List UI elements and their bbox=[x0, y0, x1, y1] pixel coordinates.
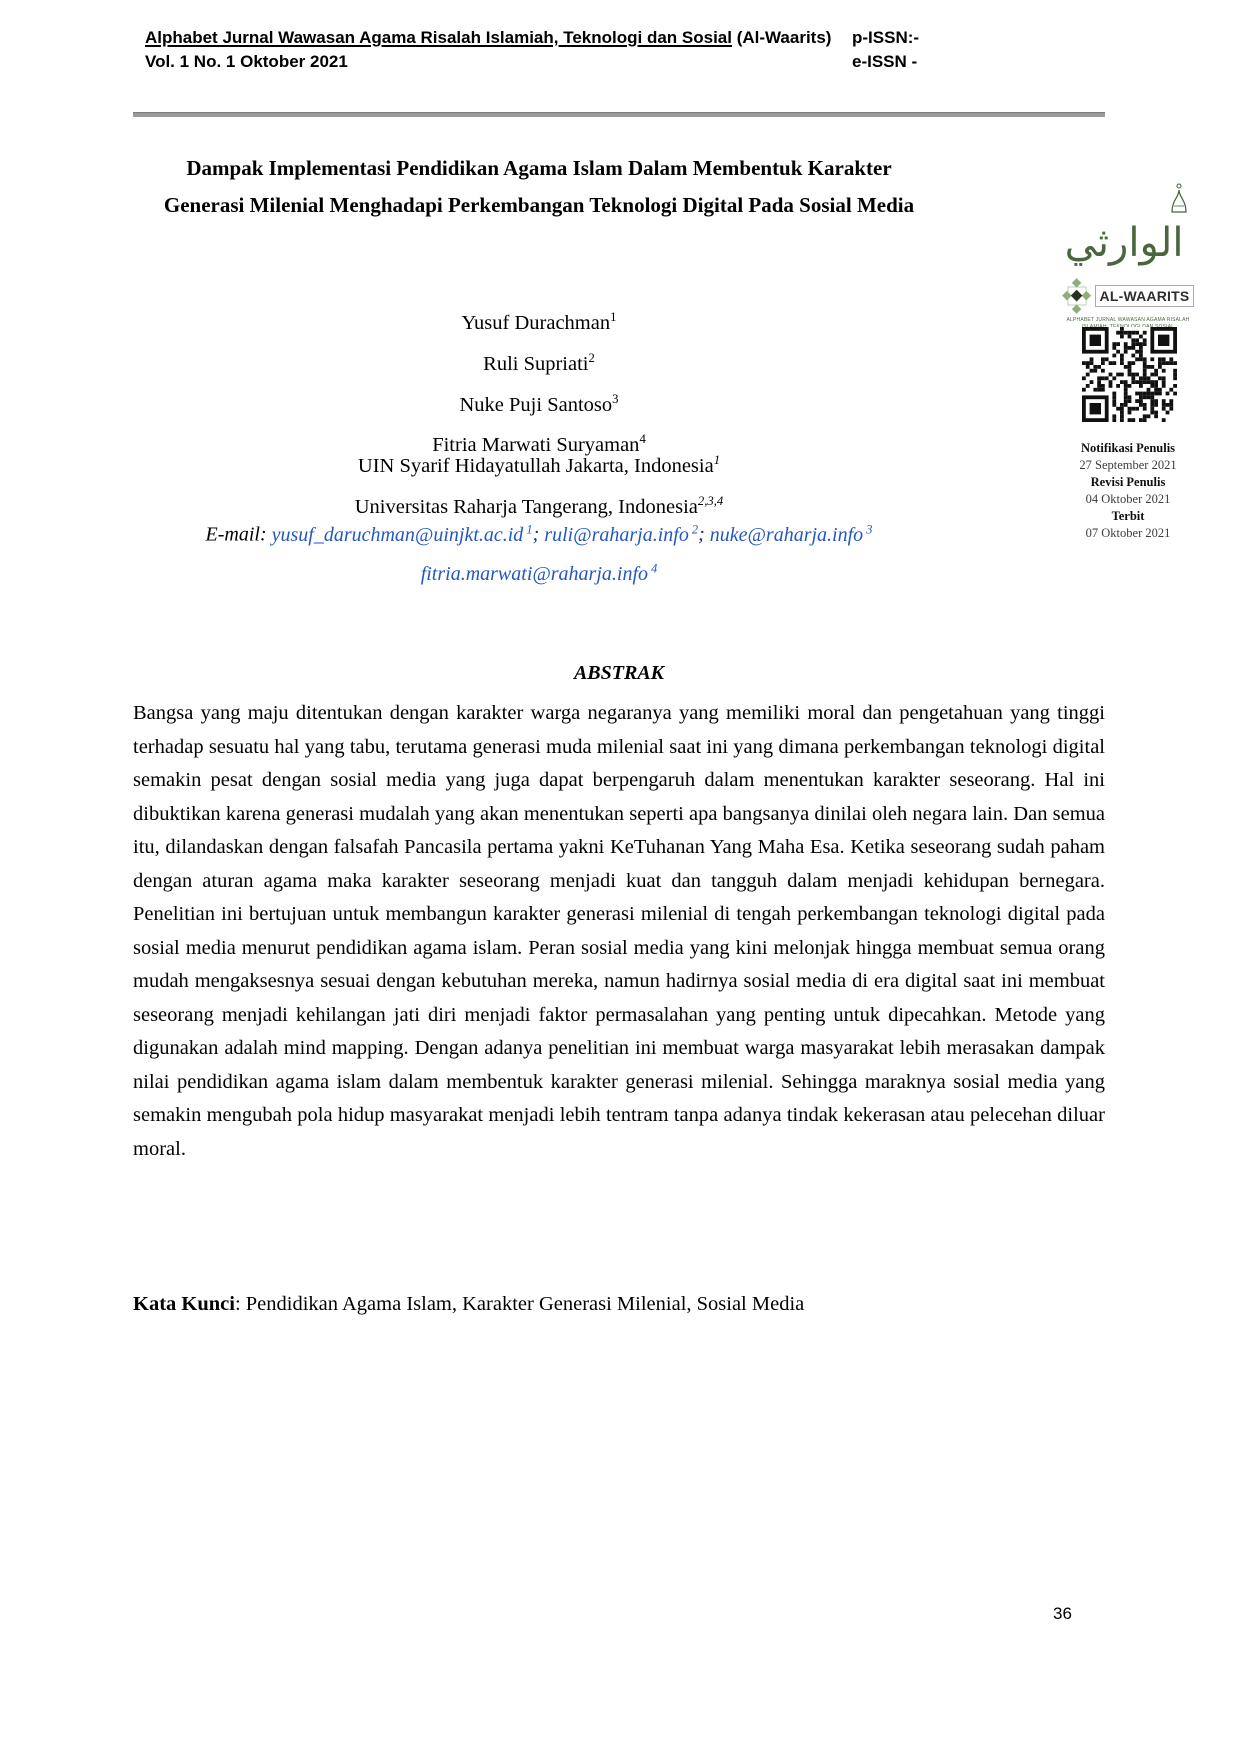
keywords-label: Kata Kunci bbox=[133, 1293, 235, 1315]
article-title-line2: Generasi Milenial Menghadapi Perkembangan Teknologi Digital Pada Sosial Media bbox=[163, 193, 915, 217]
keywords-text: : Pendidikan Agama Islam, Karakter Generasi Milenial, Sosial Media bbox=[234, 1293, 805, 1315]
journal-title: Alphabet Jurnal Wawasan Agama Risalah Islamiah, Teknologi dan Sosial bbox=[145, 28, 732, 47]
author-name: Fitria Marwati Suryaman$^4$ bbox=[432, 432, 646, 457]
logo-calligraphy bbox=[1048, 182, 1208, 274]
logo-row bbox=[1048, 278, 1208, 314]
email-link[interactable]: yusuf_daruchman@uinjkt.ac.id $^1$ bbox=[271, 522, 533, 546]
authors-block bbox=[133, 300, 945, 463]
affiliation: Universitas Raharja Tangerang, Indonesia$^{2,3,4}$ bbox=[354, 493, 724, 518]
email-line-1 bbox=[133, 512, 945, 552]
date-value: 07 Oktober 2021 bbox=[1085, 526, 1171, 540]
logo-name: AL-WAARITS bbox=[1095, 285, 1195, 307]
p-issn: p-ISSN:- bbox=[852, 28, 920, 47]
date-label: Terbit bbox=[1111, 509, 1145, 523]
article-title-line1: Dampak Implementasi Pendidikan Agama Islam Dalam Membentuk Karakter bbox=[186, 156, 892, 180]
arabic-logo-text: الوارثي bbox=[1064, 220, 1184, 266]
abstract-heading: ABSTRAK bbox=[573, 662, 665, 684]
affiliation: UIN Syarif Hidayatullah Jakarta, Indonesia$^1$ bbox=[357, 453, 721, 477]
author-name: Yusuf Durachman$^1$ bbox=[461, 310, 617, 334]
article-title bbox=[133, 150, 945, 224]
date-value: 04 Oktober 2021 bbox=[1085, 492, 1171, 506]
author-name: Nuke Puji Santoso$^3$ bbox=[459, 391, 619, 416]
volume-issue-line: Vol. 1 No. 1 Oktober 2021 bbox=[145, 52, 348, 71]
email-link[interactable]: ruli@raharja.info $^2$ bbox=[544, 522, 699, 546]
page-number: 36 bbox=[1053, 1604, 1072, 1623]
email-link[interactable]: fitria.marwati@raharja.info $^4$ bbox=[420, 561, 658, 586]
logo-caption-line1: ALPHABET JURNAL WAWASAN AGAMA RISALAH bbox=[1066, 317, 1190, 323]
email-separator: ; bbox=[532, 523, 545, 546]
journal-header-text bbox=[145, 26, 855, 74]
article-dates-block bbox=[1048, 440, 1208, 542]
qr-code bbox=[1082, 327, 1177, 422]
keywords-line bbox=[133, 1293, 1105, 1316]
email-block bbox=[133, 512, 945, 591]
issn-block bbox=[852, 26, 919, 74]
mosque-dome-icon bbox=[1168, 180, 1194, 214]
journal-sidebar bbox=[1048, 182, 1208, 540]
date-label: Revisi Penulis bbox=[1090, 475, 1166, 489]
abstract-text: Bangsa yang maju ditentukan dengan karakter warga negaranya yang memiliki moral dan pengetahuan yang tinggi terhadap sesuatu hal yang tabu, terutama generasi muda milenial saat ini yang dimana perkembangan teknologi digital semakin pesat dengan sosial media yang juga dapat berpengaruh dalam menentukan karakter seseorang. Hal ini dibuktikan karena generasi mudalah yang akan menentukan seperti apa bangsanya dinilai oleh negara lain. Dan semua itu, dilandaskan dengan falsafah Pancasila pertama yakni KeTuhanan Yang Maha Esa. Ketika seseorang sudah paham dengan aturan agama maka karakter seseorang menjadi kuat dan tangguh dalam menjadi kehidupan bernegara. Penelitian ini bertujuan untuk membangun karakter generasi milenial di tengah perkembangan teknologi digital pada sosial media menurut pendidikan agama islam. Peran sosial media yang kini melonjak hingga membuat semua orang mudah mengaksesnya sesuai dengan kebutuhan mereka, namun hadirnya sosial media di era digital saat ini membuat seseorang menjadi kehilangan jati diri menjadi faktor permasalahan yang penting untuk dipecahkan. Metode yang digunakan adalah mind mapping. Dengan adanya penelitian ini membuat warga masyarakat lebih merasakan dampak nilai pendidikan agama islam dalam membentuk karakter generasi milenial. Sehingga maraknya sosial media yang semakin mengubah pola hidup masyarakat menjadi lebih tentram tanpa adanya tindak kekerasan atau pelecehan diluar moral. bbox=[133, 702, 1105, 1160]
email-list-line1 bbox=[272, 524, 873, 546]
author-name: Ruli Supriati$^2$ bbox=[483, 350, 595, 375]
email-line-2 bbox=[133, 552, 945, 592]
email-separator: ; bbox=[698, 523, 710, 546]
email-link[interactable]: nuke@raharja.info $^3$ bbox=[709, 522, 873, 546]
date-label: Notifikasi Penulis bbox=[1080, 441, 1176, 455]
e-issn: e-ISSN - bbox=[852, 52, 918, 71]
al-waarits-emblem-icon bbox=[1062, 278, 1092, 314]
email-list-line2 bbox=[421, 563, 658, 585]
journal-abbrev: (Al-Waarits) bbox=[731, 28, 832, 47]
email-label: E-mail: bbox=[205, 523, 272, 546]
date-value: 27 September 2021 bbox=[1079, 458, 1177, 472]
header-divider bbox=[133, 112, 1105, 117]
